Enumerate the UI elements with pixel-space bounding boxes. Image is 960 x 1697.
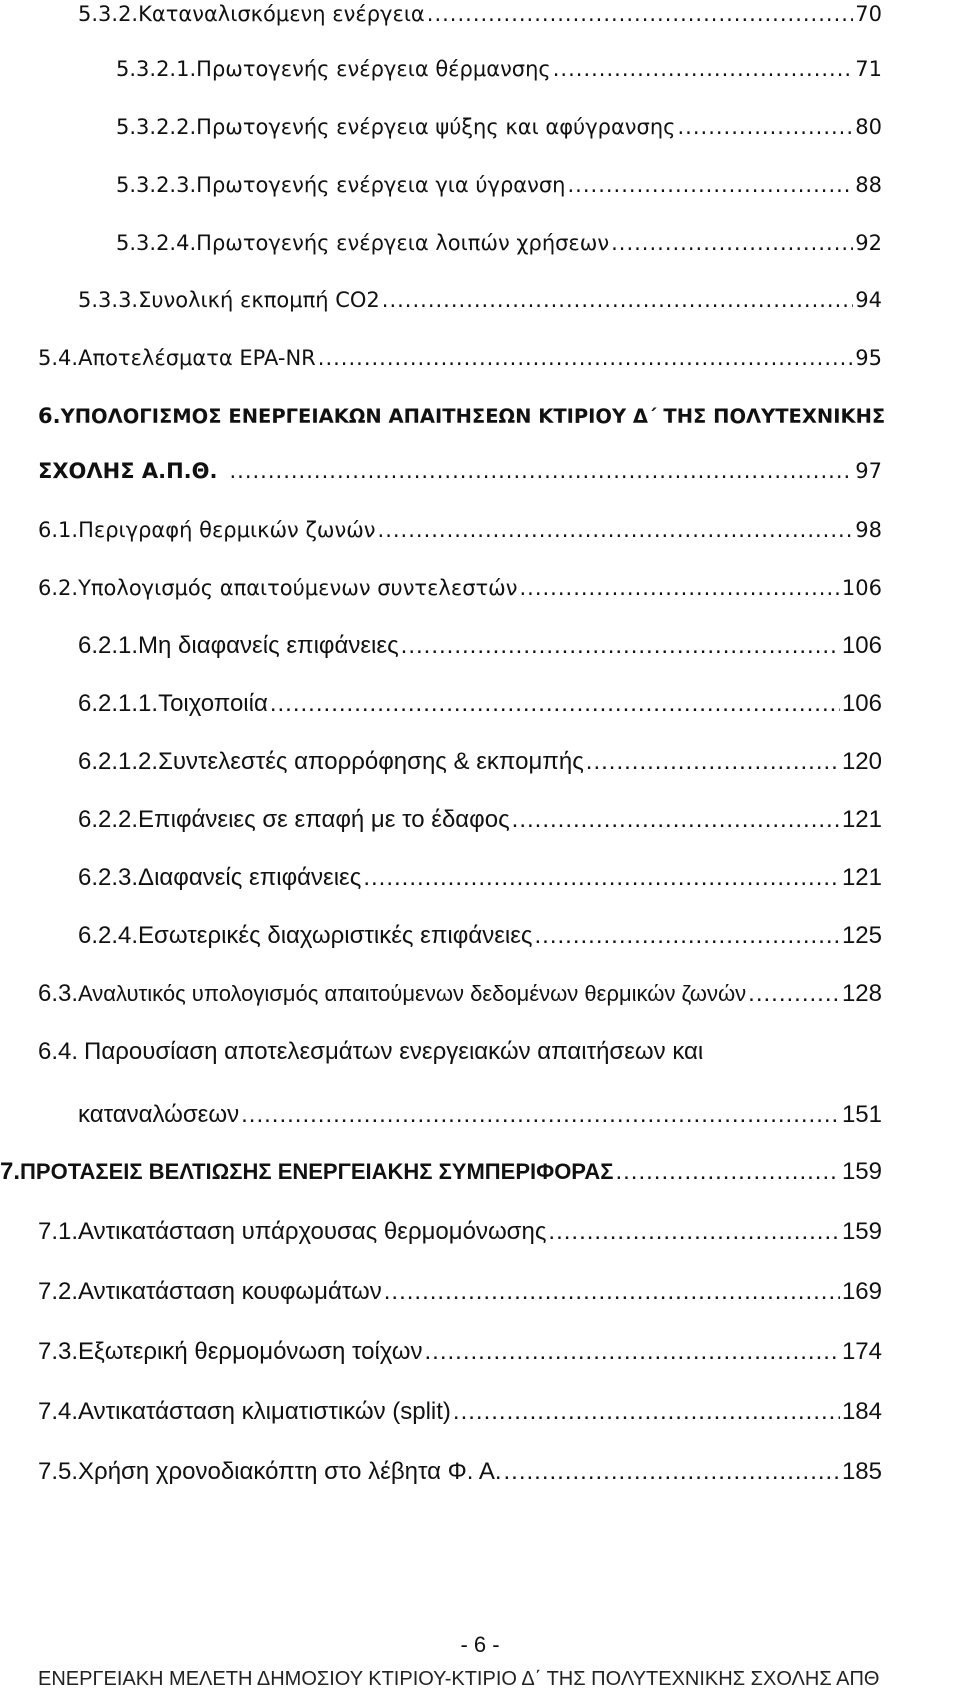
toc-entry-number: 7.4.: [38, 1398, 79, 1425]
toc-entry-title: Περιγραφή θερμικών ζωνών: [78, 518, 376, 542]
dot-leader: [615, 1158, 840, 1186]
toc-entry-page: 151: [841, 1101, 882, 1128]
toc-entry[interactable]: [38, 1038, 882, 1066]
dot-leader: [748, 980, 840, 1008]
toc-entry[interactable]: [78, 288, 882, 312]
footer-page-number: - 6 -: [460, 1632, 500, 1657]
toc-entry-number: 6.2.1.2.: [78, 748, 159, 775]
toc-entry-page: 159: [841, 1218, 882, 1245]
toc-entry-number: 6.2.2.: [78, 806, 139, 833]
toc-entry-page: 121: [841, 806, 882, 833]
dot-leader: [427, 2, 853, 26]
toc-entry-number: 7.: [0, 1158, 21, 1185]
toc-entry[interactable]: [38, 1338, 882, 1366]
toc-entry-title: Αποτελέσματα EPA-NR: [78, 346, 316, 370]
toc-entry-page: 159: [841, 1158, 882, 1185]
toc-entry-title: Υπολογισμός απαιτούμενων συντελεστών: [78, 576, 518, 600]
toc-entry-page: 70: [855, 2, 882, 26]
toc-entry[interactable]: [78, 748, 882, 776]
toc-entry-page: 184: [841, 1398, 882, 1425]
toc-entry-page: 125: [841, 922, 882, 949]
toc-entry-number: 6.2.4.: [78, 922, 139, 949]
toc-entry-title: Διαφανείς επιφάνειες: [138, 864, 362, 891]
toc-entry[interactable]: [78, 690, 882, 718]
toc-entry-title: Αντικατάσταση υπάρχουσας θερμομόνωσης: [78, 1218, 547, 1245]
toc-entry-number: 7.3.: [38, 1338, 79, 1365]
toc-entry-title: Αναλυτικός υπολογισμός απαιτούμενων δεδομένων θερμικών ζωνών: [78, 981, 747, 1006]
dot-leader: [611, 231, 853, 255]
toc-entry-page: 106: [841, 576, 882, 600]
dot-leader: [568, 173, 854, 197]
toc-entry-title: Πρωτογενής ενέργεια ψύξης και αφύγρανσης: [196, 115, 676, 139]
toc-entry-title: Μη διαφανείς επιφάνειες: [138, 632, 399, 659]
toc-entry-number: 6.2.: [38, 576, 79, 600]
dot-leader: [678, 115, 854, 139]
toc-entry-page: 95: [855, 346, 882, 370]
toc-entry-title: Συντελεστές απορρόφησης & εκπομπής: [158, 748, 584, 775]
toc-entry-number: 6.3.: [38, 980, 79, 1007]
toc-entry-continuation[interactable]: [78, 1101, 882, 1129]
toc-entry-page: 106: [841, 690, 882, 717]
dot-leader: [519, 576, 839, 600]
toc-entry-number: 5.4.: [38, 346, 79, 370]
toc-entry-page: 92: [855, 231, 882, 255]
toc-entry-number: 6.4.: [38, 1038, 79, 1065]
toc-entry[interactable]: [116, 173, 882, 197]
dot-leader: [384, 1278, 840, 1306]
toc-entry-title: Αντικατάσταση κουφωμάτων: [78, 1278, 382, 1305]
toc-entry-number: 5.3.2.2.: [116, 115, 197, 139]
dot-leader: [425, 1338, 840, 1366]
toc-entry[interactable]: [78, 806, 882, 834]
toc-entry[interactable]: [38, 1218, 882, 1246]
dot-leader: [453, 1398, 840, 1426]
toc-entry-page: 185: [841, 1458, 882, 1485]
toc-entry-title: Καταναλισκόμενη ενέργεια: [138, 2, 425, 26]
dot-leader: [586, 748, 840, 776]
toc-entry-title-continued: ΣΧΟΛΗΣ Α.Π.Θ.: [38, 459, 218, 483]
toc-chapter-heading[interactable]: [38, 404, 886, 428]
toc-chapter-heading[interactable]: [0, 1158, 882, 1186]
toc-entry[interactable]: [38, 1458, 882, 1486]
toc-entry-page: 71: [855, 57, 882, 81]
toc-entry-title: Εξωτερική θερμομόνωση τοίχων: [78, 1338, 423, 1365]
toc-entry[interactable]: [78, 922, 882, 950]
toc-entry-page: 121: [841, 864, 882, 891]
dot-leader: [553, 57, 854, 81]
toc-entry-title: Αντικατάσταση κλιματιστικών (split): [78, 1398, 451, 1425]
toc-entry-title: Πρωτογενής ενέργεια για ύγρανση: [196, 173, 566, 197]
toc-entry-title: Συνολική εκπομπή CO2: [138, 288, 380, 312]
toc-entry-title: Εσωτερικές διαχωριστικές επιφάνειες: [138, 922, 533, 949]
toc-entry[interactable]: [78, 632, 882, 660]
dot-leader: [512, 806, 840, 834]
toc-entry-number: 5.3.2.1.: [116, 57, 197, 81]
toc-entry-number: 6.: [38, 404, 61, 428]
toc-entry-number: 7.5.: [38, 1458, 79, 1485]
toc-entry-title: Παρουσίαση αποτελεσμάτων ενεργειακών απαιτήσεων και: [84, 1038, 704, 1065]
toc-entry-continuation[interactable]: [38, 459, 882, 483]
toc-entry-number: 6.2.1.1.: [78, 690, 159, 717]
toc-entry[interactable]: [116, 115, 882, 139]
toc-entry-title: Χρήση χρονοδιακόπτη στο λέβητα Φ. Α.: [78, 1458, 502, 1485]
dot-leader: [229, 459, 853, 483]
toc-entry[interactable]: [78, 864, 882, 892]
toc-entry[interactable]: [116, 57, 882, 81]
toc-entry-title: ΥΠΟΛΟΓΙΣΜΟΣ ΕΝΕΡΓΕΙΑΚΩΝ ΑΠΑΙΤΗΣΕΩΝ ΚΤΙΡΙΟΥ Δ΄ ΤΗΣ ΠΟΛΥΤΕΧΝΙΚΗΣ: [60, 405, 886, 428]
toc-entry-page: 94: [855, 288, 882, 312]
toc-entry-page: 97: [855, 459, 882, 483]
toc-entry-page: 80: [855, 115, 882, 139]
dot-leader: [401, 632, 840, 660]
toc-entry-page: 169: [841, 1278, 882, 1305]
toc-entry-page: 128: [841, 980, 882, 1007]
toc-entry-number: 6.1.: [38, 518, 79, 542]
toc-entry-number: 5.3.2.: [78, 2, 139, 26]
toc-entry-title: Πρωτογενής ενέργεια θέρμανσης: [196, 57, 551, 81]
toc-entry-number: 7.2.: [38, 1278, 79, 1305]
toc-entry[interactable]: [38, 576, 882, 600]
dot-leader: [382, 288, 854, 312]
dot-leader: [378, 518, 854, 542]
dot-leader: [535, 922, 840, 950]
footer-running-title: ΕΝΕΡΓΕΙΑΚΗ ΜΕΛΕΤΗ ΔΗΜΟΣΙΟΥ ΚΤΙΡΙΟΥ-ΚΤΙΡΙΟ Δ΄ ΤΗΣ ΠΟΛΥΤΕΧΝΙΚΗΣ ΣΧΟΛΗΣ ΑΠΘ: [38, 1668, 880, 1690]
dot-leader: [548, 1218, 840, 1246]
toc-entry[interactable]: [116, 231, 882, 255]
toc-entry-title: ΠΡΟΤΑΣΕΙΣ ΒΕΛΤΙΩΣΗΣ ΕΝΕΡΓΕΙΑΚΗΣ ΣΥΜΠΕΡΙΦΟΡΑΣ: [20, 1159, 614, 1184]
toc-entry[interactable]: [78, 2, 882, 26]
dot-leader: [318, 346, 854, 370]
toc-entry-title-continued: καταναλώσεων: [78, 1101, 240, 1128]
toc-entry-page: 106: [841, 632, 882, 659]
toc-entry-number: 6.2.3.: [78, 864, 139, 891]
toc-entry-number: 5.3.3.: [78, 288, 139, 312]
dot-leader: [270, 690, 840, 718]
toc-entry-number: 5.3.2.4.: [116, 231, 197, 255]
toc-entry-number: 7.1.: [38, 1218, 79, 1245]
toc-entry-number: 6.2.1.: [78, 632, 139, 659]
toc-entry-title: Τοιχοποιία: [158, 690, 268, 717]
toc-entry[interactable]: [38, 1278, 882, 1306]
dot-leader: [363, 864, 840, 892]
toc-entry-page: 88: [855, 173, 882, 197]
toc-entry-title: Επιφάνειες σε επαφή με το έδαφος: [138, 806, 510, 833]
toc-entry-title: Πρωτογενής ενέργεια λοιπών χρήσεων: [196, 231, 610, 255]
toc-entry[interactable]: [38, 346, 882, 370]
toc-entry[interactable]: [38, 518, 882, 542]
toc-entry[interactable]: [38, 980, 882, 1008]
toc-entry-page: 120: [841, 748, 882, 775]
toc-entry-page: 174: [841, 1338, 882, 1365]
toc-entry[interactable]: [38, 1398, 882, 1426]
toc-entry-number: 5.3.2.3.: [116, 173, 197, 197]
dot-leader: [504, 1458, 840, 1486]
dot-leader: [241, 1101, 840, 1129]
toc-entry-page: 98: [855, 518, 882, 542]
